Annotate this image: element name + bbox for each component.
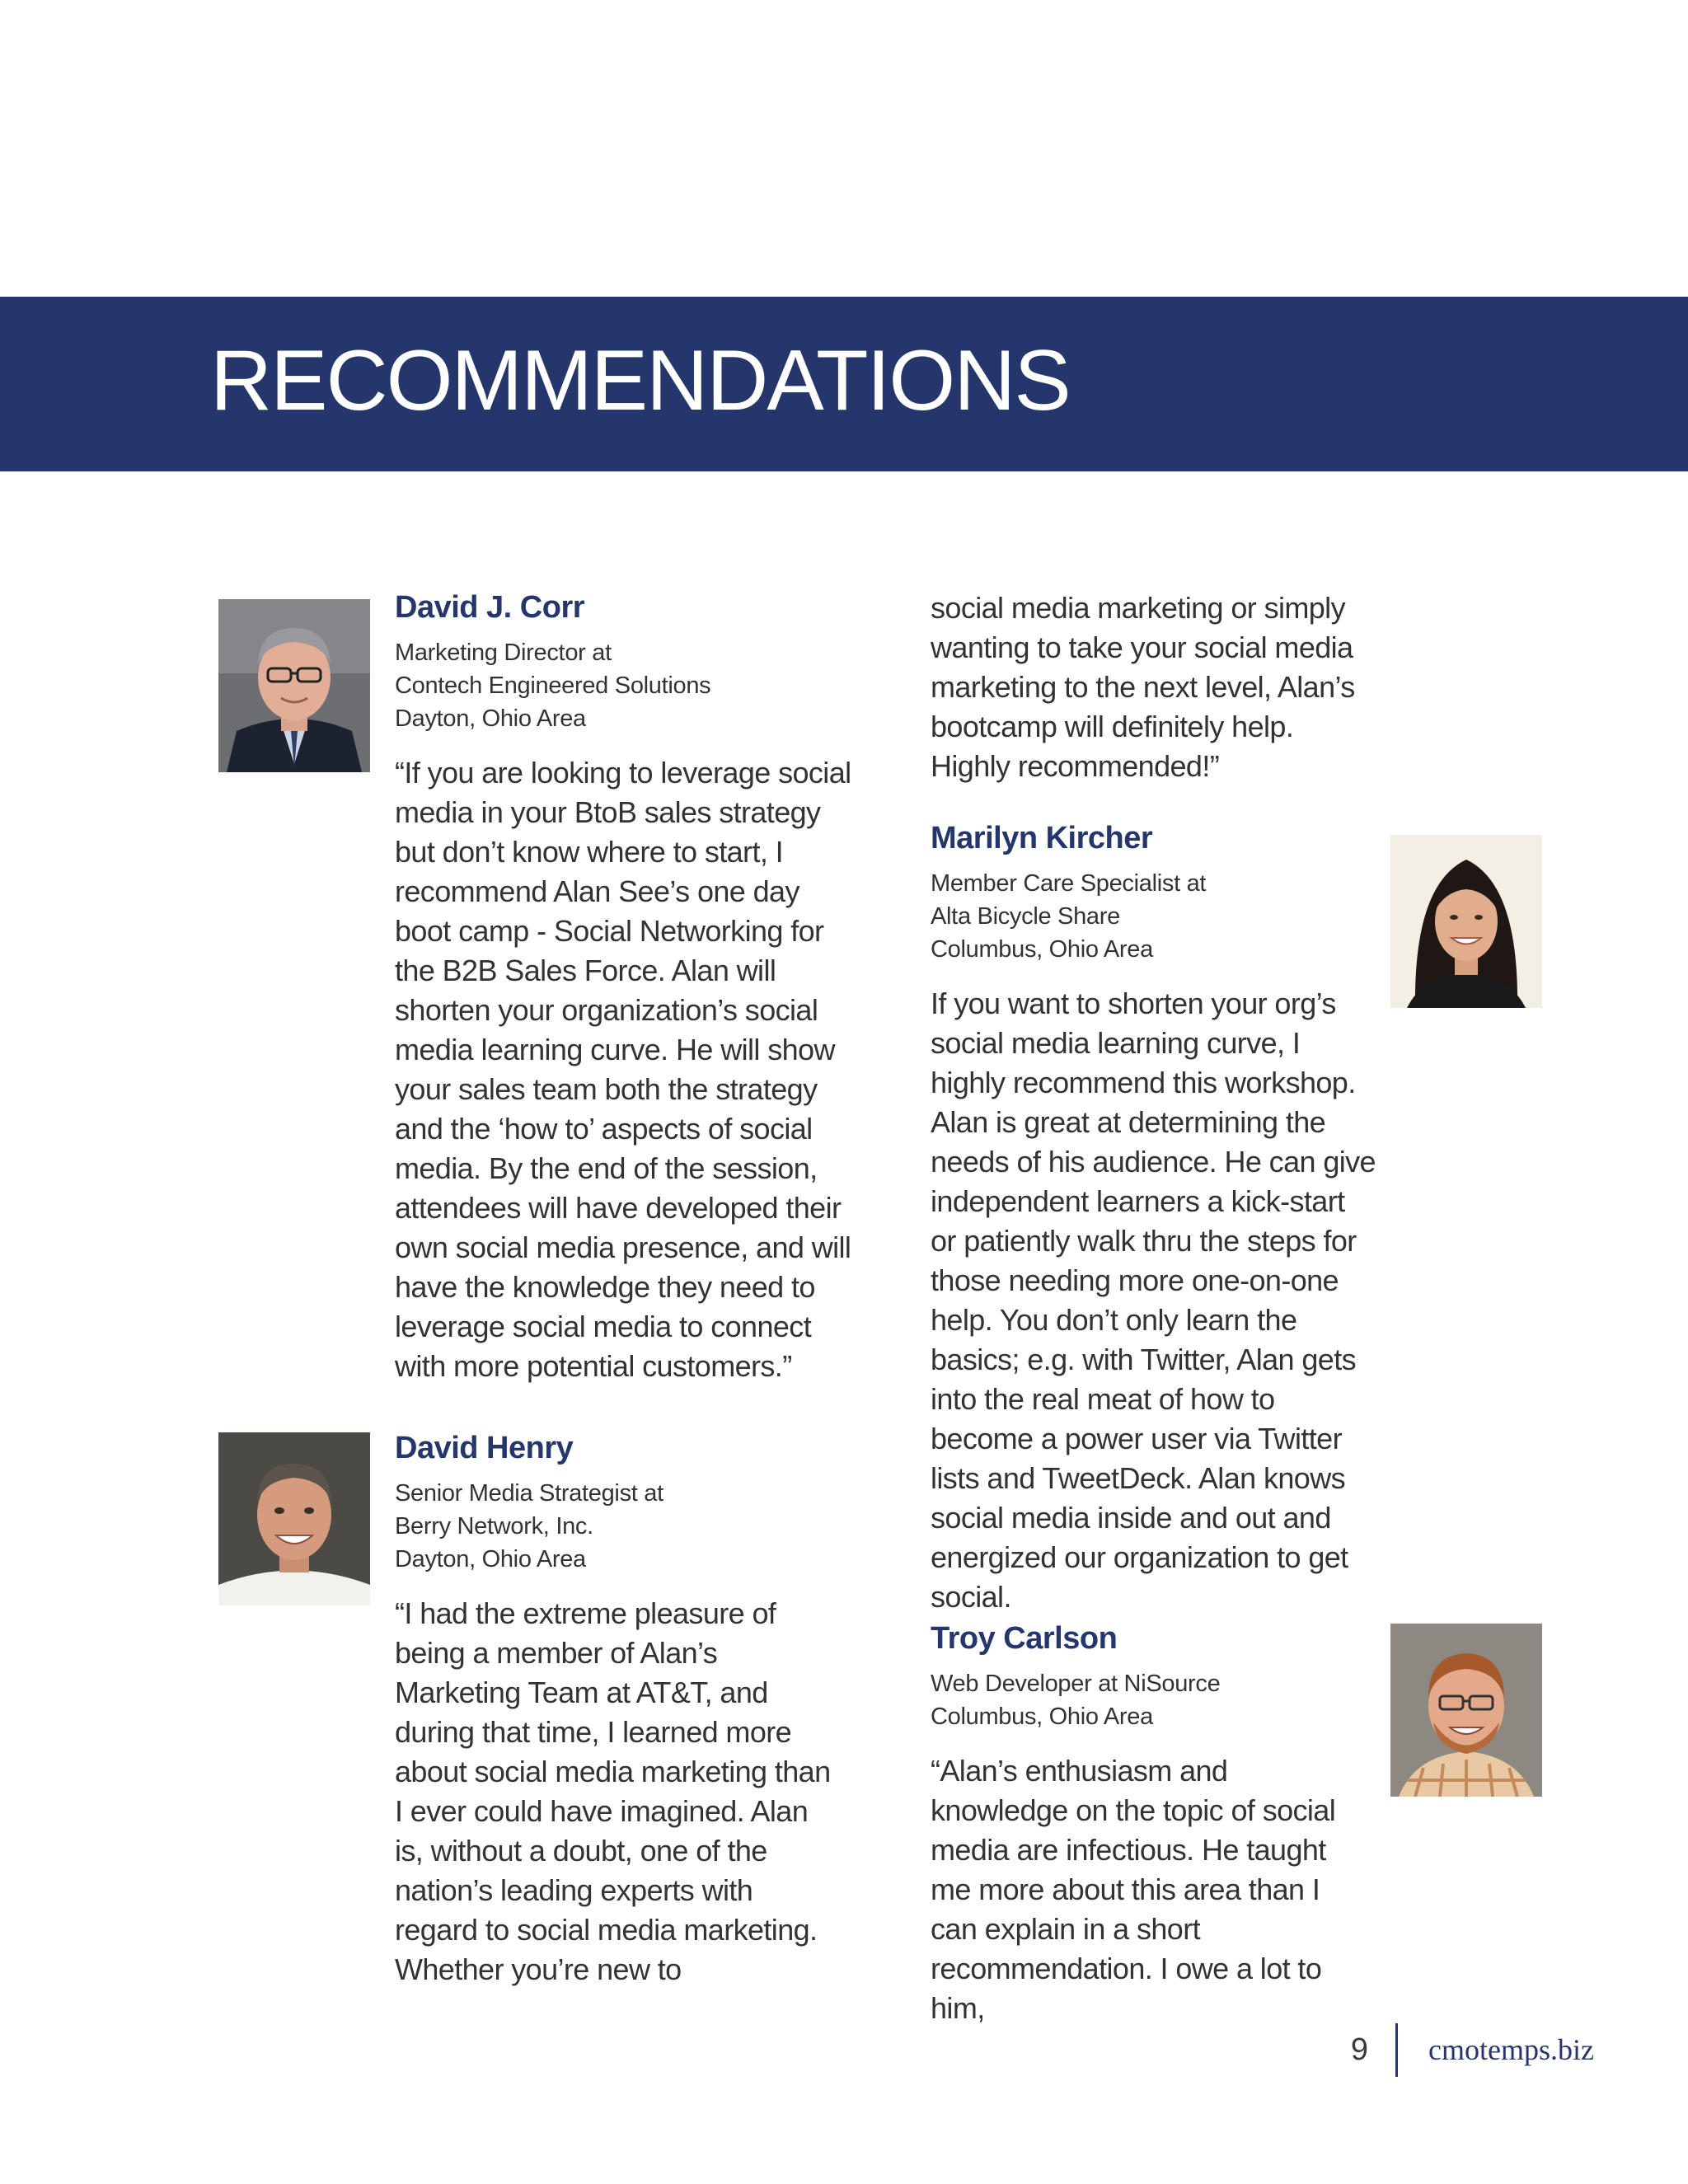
recommender-title: Member Care Specialist at xyxy=(931,870,1207,897)
recommender-details xyxy=(395,1477,840,1576)
avatar-david-corr xyxy=(218,599,370,772)
recommender-title: Marketing Director at xyxy=(395,640,612,666)
recommender-name: Marilyn Kircher xyxy=(931,821,1153,855)
recommendation-quote: If you want to shorten your org’s social media learning curve, I highly recommend this workshop. Alan is great at determining the needs of his audience. He can give independent learners a kick-start or patiently walk thru the steps for those needing more one-on-one help. You don’t only learn the basics; e.g. with Twitter, Alan gets into the real meat of how to become a power user via Twitter lists and TweetDeck. Alan knows social media inside and out and energized our organization to get social. xyxy=(931,987,1376,1614)
recommender-name: David J. Corr xyxy=(395,590,585,625)
recommendation-quote-continued: social media marketing or simply wanting to take your social media marketing to the next level, Alan’s bootcamp will definitely help. Highly recommended!” xyxy=(931,591,1355,783)
recommender-name: Troy Carlson xyxy=(931,1621,1118,1656)
recommender-details xyxy=(931,867,1376,966)
recommender-details xyxy=(395,636,856,735)
page-number: 9 xyxy=(1350,2032,1368,2067)
recommendation-quote: “If you are looking to leverage social media in your BtoB sales strategy but don’t know where to start, I recommend Alan See’s one day boot camp - Social Networking for the B2B Sales Force. Alan will shorten your organization’s social media learning curve. He will show your sales team both the strategy and the ‘how to’ aspects of social media. By the end of the session, attendees will have developed their own social media presence, and will have the knowledge they need to leverage social media to connect with more potential customers.” xyxy=(395,756,851,1383)
avatar-troy-carlson xyxy=(1390,1624,1542,1797)
header-banner xyxy=(0,297,1688,471)
recommender-title: Senior Media Strategist at xyxy=(395,1480,663,1507)
avatar-marilyn-kircher xyxy=(1390,835,1542,1008)
recommender-company: Contech Engineered Solutions xyxy=(395,673,711,699)
recommender-name: David Henry xyxy=(395,1431,574,1465)
recommendation-continuation xyxy=(931,588,1367,786)
recommendation-david-corr xyxy=(395,587,856,1386)
footer-divider xyxy=(1395,2023,1398,2077)
recommender-details xyxy=(931,1667,1367,1733)
recommender-location: Dayton, Ohio Area xyxy=(395,1546,586,1572)
recommender-company: Berry Network, Inc. xyxy=(395,1513,593,1540)
avatar-david-henry xyxy=(218,1432,370,1605)
recommendation-marilyn-kircher xyxy=(931,818,1376,1617)
recommender-location: Columbus, Ohio Area xyxy=(931,936,1153,963)
recommendation-quote: “Alan’s enthusiasm and knowledge on the topic of social media are infectious. He taught me more about this area than I can explain in a short recommendation. I owe a lot to him, xyxy=(931,1754,1336,2025)
recommendation-troy-carlson xyxy=(931,1618,1367,2028)
recommender-location: Dayton, Ohio Area xyxy=(395,705,586,732)
recommendation-quote: “I had the extreme pleasure of being a member of Alan’s Marketing Team at AT&T, and during that time, I learned more about social media marketing than I ever could have imagined. Alan is, without a doubt, one of the nation’s leading experts with regard to social media marketing. Whether you’re new to xyxy=(395,1596,831,1986)
footer-website-link[interactable]: cmotemps.biz xyxy=(1428,2033,1594,2066)
recommender-company: Alta Bicycle Share xyxy=(931,903,1120,930)
recommender-title: Web Developer at NiSource xyxy=(931,1671,1221,1697)
recommender-location: Columbus, Ohio Area xyxy=(931,1704,1153,1730)
page-title: RECOMMENDATIONS xyxy=(210,333,1070,429)
recommendation-david-henry xyxy=(395,1427,840,1990)
